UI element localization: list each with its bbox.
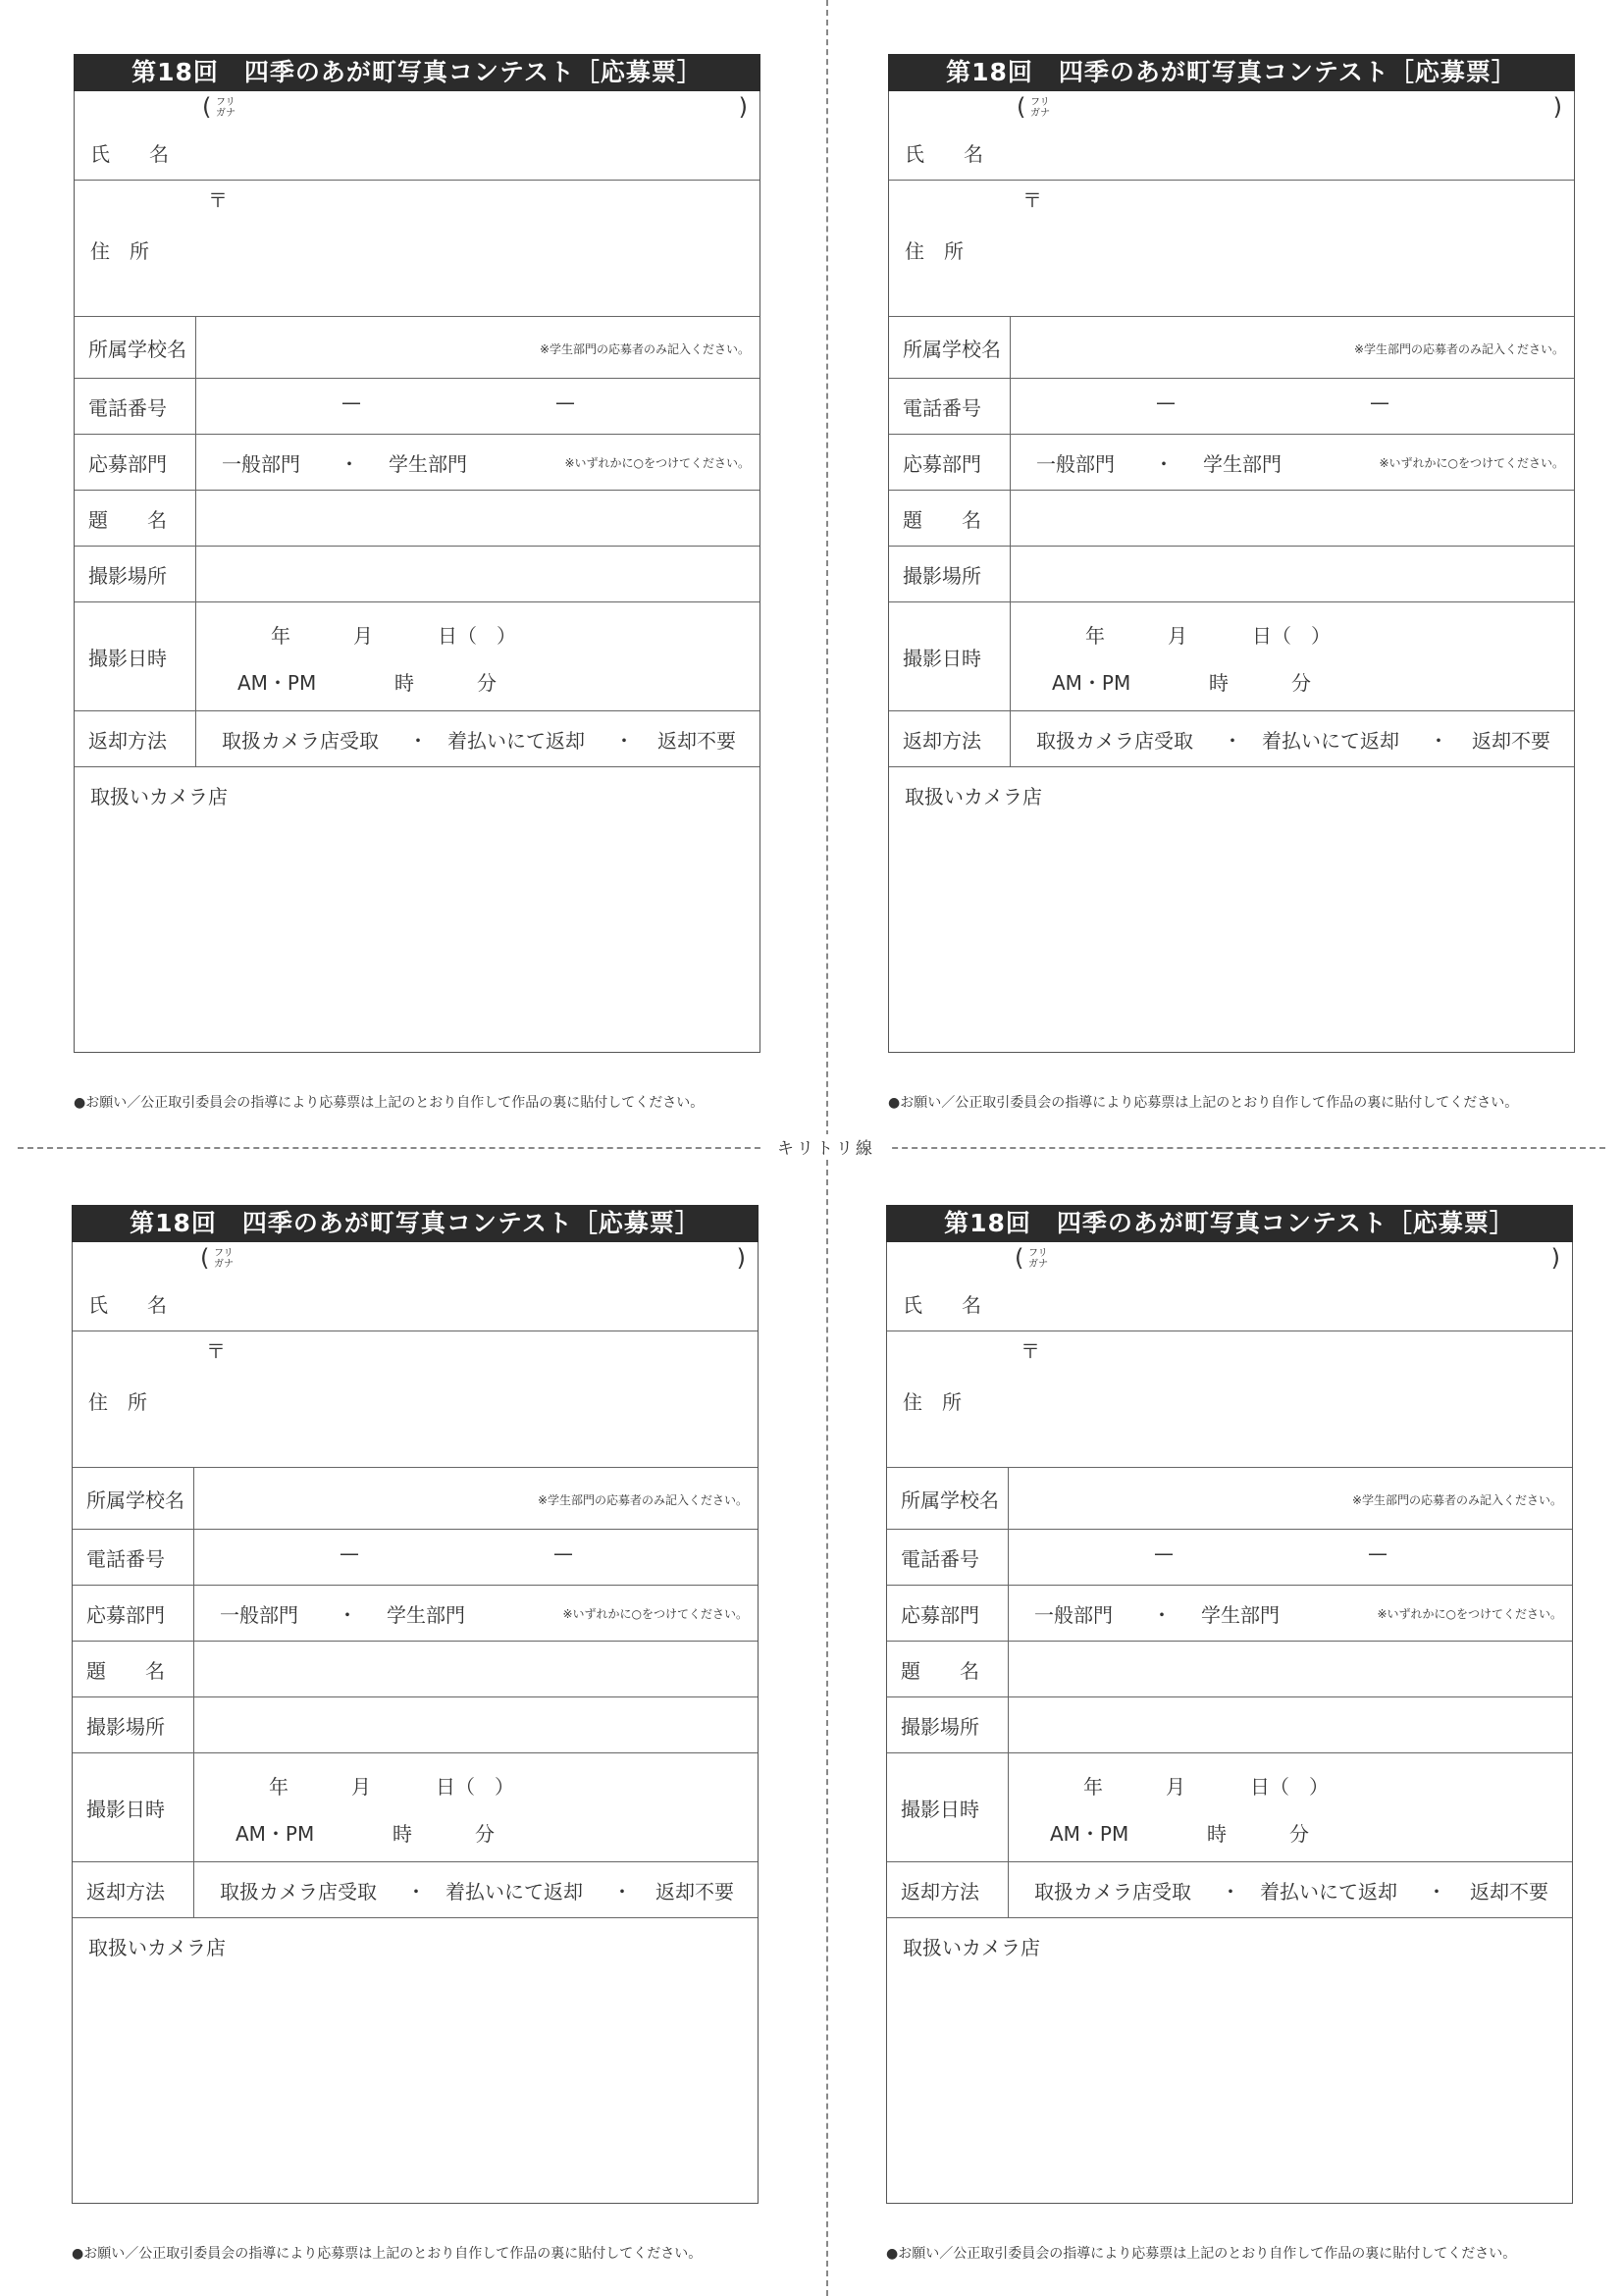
school-row [73, 1467, 758, 1529]
footer-note: ●お願い／公正取引委員会の指導により応募票は上記のとおり自作して作品の裏に貼付してください。 [888, 1095, 1519, 1111]
month-label: 月 [1166, 1775, 1185, 1799]
return-label: 返却方法 [73, 1862, 194, 1917]
return-label: 返却方法 [75, 711, 196, 766]
ampm-label: AM・PM [1050, 1822, 1129, 1846]
phone-dash-1: — [341, 391, 361, 414]
minute-label: 分 [1289, 1822, 1309, 1846]
school-note: ※学生部門の応募者のみ記入ください。 [537, 1493, 748, 1507]
year-label: 年 [1085, 624, 1105, 648]
phone-label: 電話番号 [889, 379, 1011, 434]
category-note: ※いずれかに○をつけてください。 [564, 456, 750, 470]
day-label: 日（ ） [1252, 624, 1331, 648]
datetime-label: 撮影日時 [889, 602, 1011, 710]
location-row [887, 1696, 1572, 1752]
category-general: 一般部門 [220, 1603, 298, 1627]
title-row [75, 490, 759, 546]
camera-store-row [75, 766, 759, 1052]
name-label: 氏 名 [903, 1293, 981, 1317]
postal-mark: 〒 [206, 1339, 226, 1363]
year-label: 年 [1083, 1775, 1103, 1799]
phone-label: 電話番号 [887, 1530, 1009, 1585]
footer-note: ●お願い／公正取引委員会の指導により応募票は上記のとおり自作して作品の裏に貼付してください。 [72, 2246, 703, 2262]
category-student: 学生部門 [389, 452, 467, 476]
address-row [889, 180, 1574, 316]
footer-note: ●お願い／公正取引委員会の指導により応募票は上記のとおり自作して作品の裏に貼付してください。 [886, 2246, 1517, 2262]
address-label: 住 所 [88, 1390, 147, 1414]
postal-mark: 〒 [208, 188, 228, 212]
month-label: 月 [353, 624, 373, 648]
minute-label: 分 [477, 671, 497, 695]
title-label: 題 名 [73, 1642, 194, 1696]
return-option-none: 返却不要 [1472, 729, 1550, 753]
title-row [73, 1641, 758, 1696]
month-label: 月 [351, 1775, 371, 1799]
return-option-store: 取扱カメラ店受取 [1036, 729, 1193, 753]
phone-dash-2: — [553, 1541, 573, 1565]
return-separator-2: ・ [1429, 729, 1448, 753]
title-row [889, 490, 1574, 546]
return-separator-1: ・ [406, 1880, 426, 1904]
furigana-open: ( [200, 1244, 210, 1272]
return-separator-2: ・ [614, 729, 634, 753]
form-title: 第18回 四季のあが町写真コンテスト［応募票］ [72, 1205, 759, 1242]
year-label: 年 [269, 1775, 288, 1799]
location-label: 撮影場所 [887, 1697, 1009, 1752]
form-body [74, 91, 760, 1053]
return-option-cod: 着払いにて返却 [447, 729, 585, 753]
category-row [75, 434, 759, 490]
return-option-none: 返却不要 [1470, 1880, 1548, 1904]
entry-form-top-right [888, 54, 1575, 1111]
category-label: 応募部門 [73, 1586, 194, 1641]
return-row [75, 710, 759, 766]
phone-dash-1: — [1156, 391, 1176, 414]
ampm-label: AM・PM [1052, 671, 1131, 695]
datetime-row [73, 1752, 758, 1861]
return-option-cod: 着払いにて返却 [1262, 729, 1399, 753]
address-row [73, 1331, 758, 1467]
entry-form-bottom-left [72, 1205, 759, 2262]
category-row [73, 1585, 758, 1641]
camera-store-label: 取扱いカメラ店 [90, 785, 228, 809]
category-row [889, 434, 1574, 490]
address-label: 住 所 [90, 239, 149, 263]
datetime-row [889, 601, 1574, 710]
title-label: 題 名 [889, 491, 1011, 546]
day-label: 日（ ） [1250, 1775, 1329, 1799]
furigana-open: ( [1015, 1244, 1024, 1272]
hour-label: 時 [1209, 671, 1229, 695]
entry-form-bottom-right [886, 1205, 1573, 2262]
school-note: ※学生部門の応募者のみ記入ください。 [1351, 1493, 1562, 1507]
month-label: 月 [1168, 624, 1187, 648]
category-general: 一般部門 [222, 452, 300, 476]
day-label: 日（ ） [438, 624, 516, 648]
name-label: 氏 名 [90, 142, 169, 166]
category-student: 学生部門 [1201, 1603, 1280, 1627]
furigana-label: フリ ガナ [216, 97, 236, 119]
phone-dash-2: — [555, 391, 575, 414]
day-label: 日（ ） [436, 1775, 514, 1799]
camera-store-label: 取扱いカメラ店 [903, 1936, 1040, 1959]
return-row [889, 710, 1574, 766]
postal-mark: 〒 [1022, 188, 1042, 212]
form-title: 第18回 四季のあが町写真コンテスト［応募票］ [888, 54, 1575, 91]
furigana-close: ) [738, 93, 748, 121]
address-row [887, 1331, 1572, 1467]
name-label: 氏 名 [88, 1293, 167, 1317]
phone-label: 電話番号 [75, 379, 196, 434]
phone-dash-1: — [340, 1541, 359, 1565]
return-label: 返却方法 [887, 1862, 1009, 1917]
category-separator: ・ [1154, 452, 1174, 476]
title-row [887, 1641, 1572, 1696]
footer-note: ●お願い／公正取引委員会の指導により応募票は上記のとおり自作して作品の裏に貼付してください。 [74, 1095, 705, 1111]
phone-dash-2: — [1370, 391, 1389, 414]
school-note: ※学生部門の応募者のみ記入ください。 [1353, 342, 1564, 356]
return-option-store: 取扱カメラ店受取 [1034, 1880, 1191, 1904]
school-row [889, 316, 1574, 378]
location-row [75, 546, 759, 601]
category-general: 一般部門 [1034, 1603, 1113, 1627]
datetime-row [887, 1752, 1572, 1861]
school-row [75, 316, 759, 378]
address-label: 住 所 [905, 239, 964, 263]
form-body [886, 1242, 1573, 2204]
category-note: ※いずれかに○をつけてください。 [1379, 456, 1564, 470]
category-label: 応募部門 [887, 1586, 1009, 1641]
location-label: 撮影場所 [75, 547, 196, 601]
category-note: ※いずれかに○をつけてください。 [1377, 1607, 1562, 1621]
name-row [889, 91, 1574, 180]
form-body [72, 1242, 759, 2204]
datetime-row [75, 601, 759, 710]
return-separator-2: ・ [612, 1880, 632, 1904]
school-label: 所属学校名 [73, 1468, 194, 1529]
furigana-close: ) [1550, 1244, 1560, 1272]
phone-row [75, 378, 759, 434]
category-student: 学生部門 [1203, 452, 1282, 476]
return-label: 返却方法 [889, 711, 1011, 766]
return-row [73, 1861, 758, 1917]
title-label: 題 名 [887, 1642, 1009, 1696]
hour-label: 時 [1207, 1822, 1227, 1846]
furigana-label: フリ ガナ [1028, 1248, 1048, 1270]
school-note: ※学生部門の応募者のみ記入ください。 [539, 342, 750, 356]
phone-dash-2: — [1368, 1541, 1387, 1565]
camera-store-label: 取扱いカメラ店 [905, 785, 1042, 809]
camera-store-row [889, 766, 1574, 1052]
name-row [73, 1242, 758, 1331]
return-row [887, 1861, 1572, 1917]
school-label: 所属学校名 [889, 317, 1011, 378]
category-note: ※いずれかに○をつけてください。 [562, 1607, 748, 1621]
address-label: 住 所 [903, 1390, 962, 1414]
phone-dash-1: — [1154, 1541, 1174, 1565]
category-label: 応募部門 [889, 435, 1011, 490]
school-label: 所属学校名 [75, 317, 196, 378]
return-option-store: 取扱カメラ店受取 [220, 1880, 377, 1904]
postal-mark: 〒 [1021, 1339, 1040, 1363]
datetime-label: 撮影日時 [887, 1753, 1009, 1861]
hour-label: 時 [394, 671, 414, 695]
hour-label: 時 [393, 1822, 412, 1846]
datetime-label: 撮影日時 [73, 1753, 194, 1861]
furigana-open: ( [1017, 93, 1026, 121]
form-body [888, 91, 1575, 1053]
category-label: 応募部門 [75, 435, 196, 490]
return-option-none: 返却不要 [657, 729, 736, 753]
category-general: 一般部門 [1036, 452, 1115, 476]
minute-label: 分 [1291, 671, 1311, 695]
title-label: 題 名 [75, 491, 196, 546]
return-separator-1: ・ [1221, 1880, 1240, 1904]
name-row [887, 1242, 1572, 1331]
ampm-label: AM・PM [237, 671, 317, 695]
form-title: 第18回 四季のあが町写真コンテスト［応募票］ [74, 54, 760, 91]
camera-store-row [73, 1917, 758, 2203]
school-row [887, 1467, 1572, 1529]
camera-store-label: 取扱いカメラ店 [88, 1936, 226, 1959]
location-row [73, 1696, 758, 1752]
category-row [887, 1585, 1572, 1641]
return-separator-1: ・ [408, 729, 428, 753]
return-option-cod: 着払いにて返却 [1260, 1880, 1397, 1904]
category-separator: ・ [340, 452, 359, 476]
furigana-close: ) [1552, 93, 1562, 121]
category-student: 学生部門 [387, 1603, 465, 1627]
return-option-cod: 着払いにて返却 [445, 1880, 583, 1904]
school-label: 所属学校名 [887, 1468, 1009, 1529]
name-label: 氏 名 [905, 142, 983, 166]
furigana-label: フリ ガナ [214, 1248, 234, 1270]
furigana-close: ) [736, 1244, 746, 1272]
phone-row [887, 1529, 1572, 1585]
ampm-label: AM・PM [236, 1822, 315, 1846]
return-option-none: 返却不要 [655, 1880, 734, 1904]
datetime-label: 撮影日時 [75, 602, 196, 710]
category-separator: ・ [1152, 1603, 1172, 1627]
cut-line-label: キリトリ線 [762, 1134, 890, 1159]
location-label: 撮影場所 [73, 1697, 194, 1752]
location-row [889, 546, 1574, 601]
entry-form-top-left [74, 54, 760, 1111]
location-label: 撮影場所 [889, 547, 1011, 601]
return-separator-1: ・ [1223, 729, 1242, 753]
camera-store-row [887, 1917, 1572, 2203]
minute-label: 分 [475, 1822, 495, 1846]
furigana-label: フリ ガナ [1030, 97, 1050, 119]
address-row [75, 180, 759, 316]
category-separator: ・ [338, 1603, 357, 1627]
return-option-store: 取扱カメラ店受取 [222, 729, 379, 753]
furigana-open: ( [202, 93, 212, 121]
year-label: 年 [271, 624, 290, 648]
name-row [75, 91, 759, 180]
return-separator-2: ・ [1427, 1880, 1446, 1904]
phone-row [889, 378, 1574, 434]
phone-label: 電話番号 [73, 1530, 194, 1585]
form-title: 第18回 四季のあが町写真コンテスト［応募票］ [886, 1205, 1573, 1242]
phone-row [73, 1529, 758, 1585]
